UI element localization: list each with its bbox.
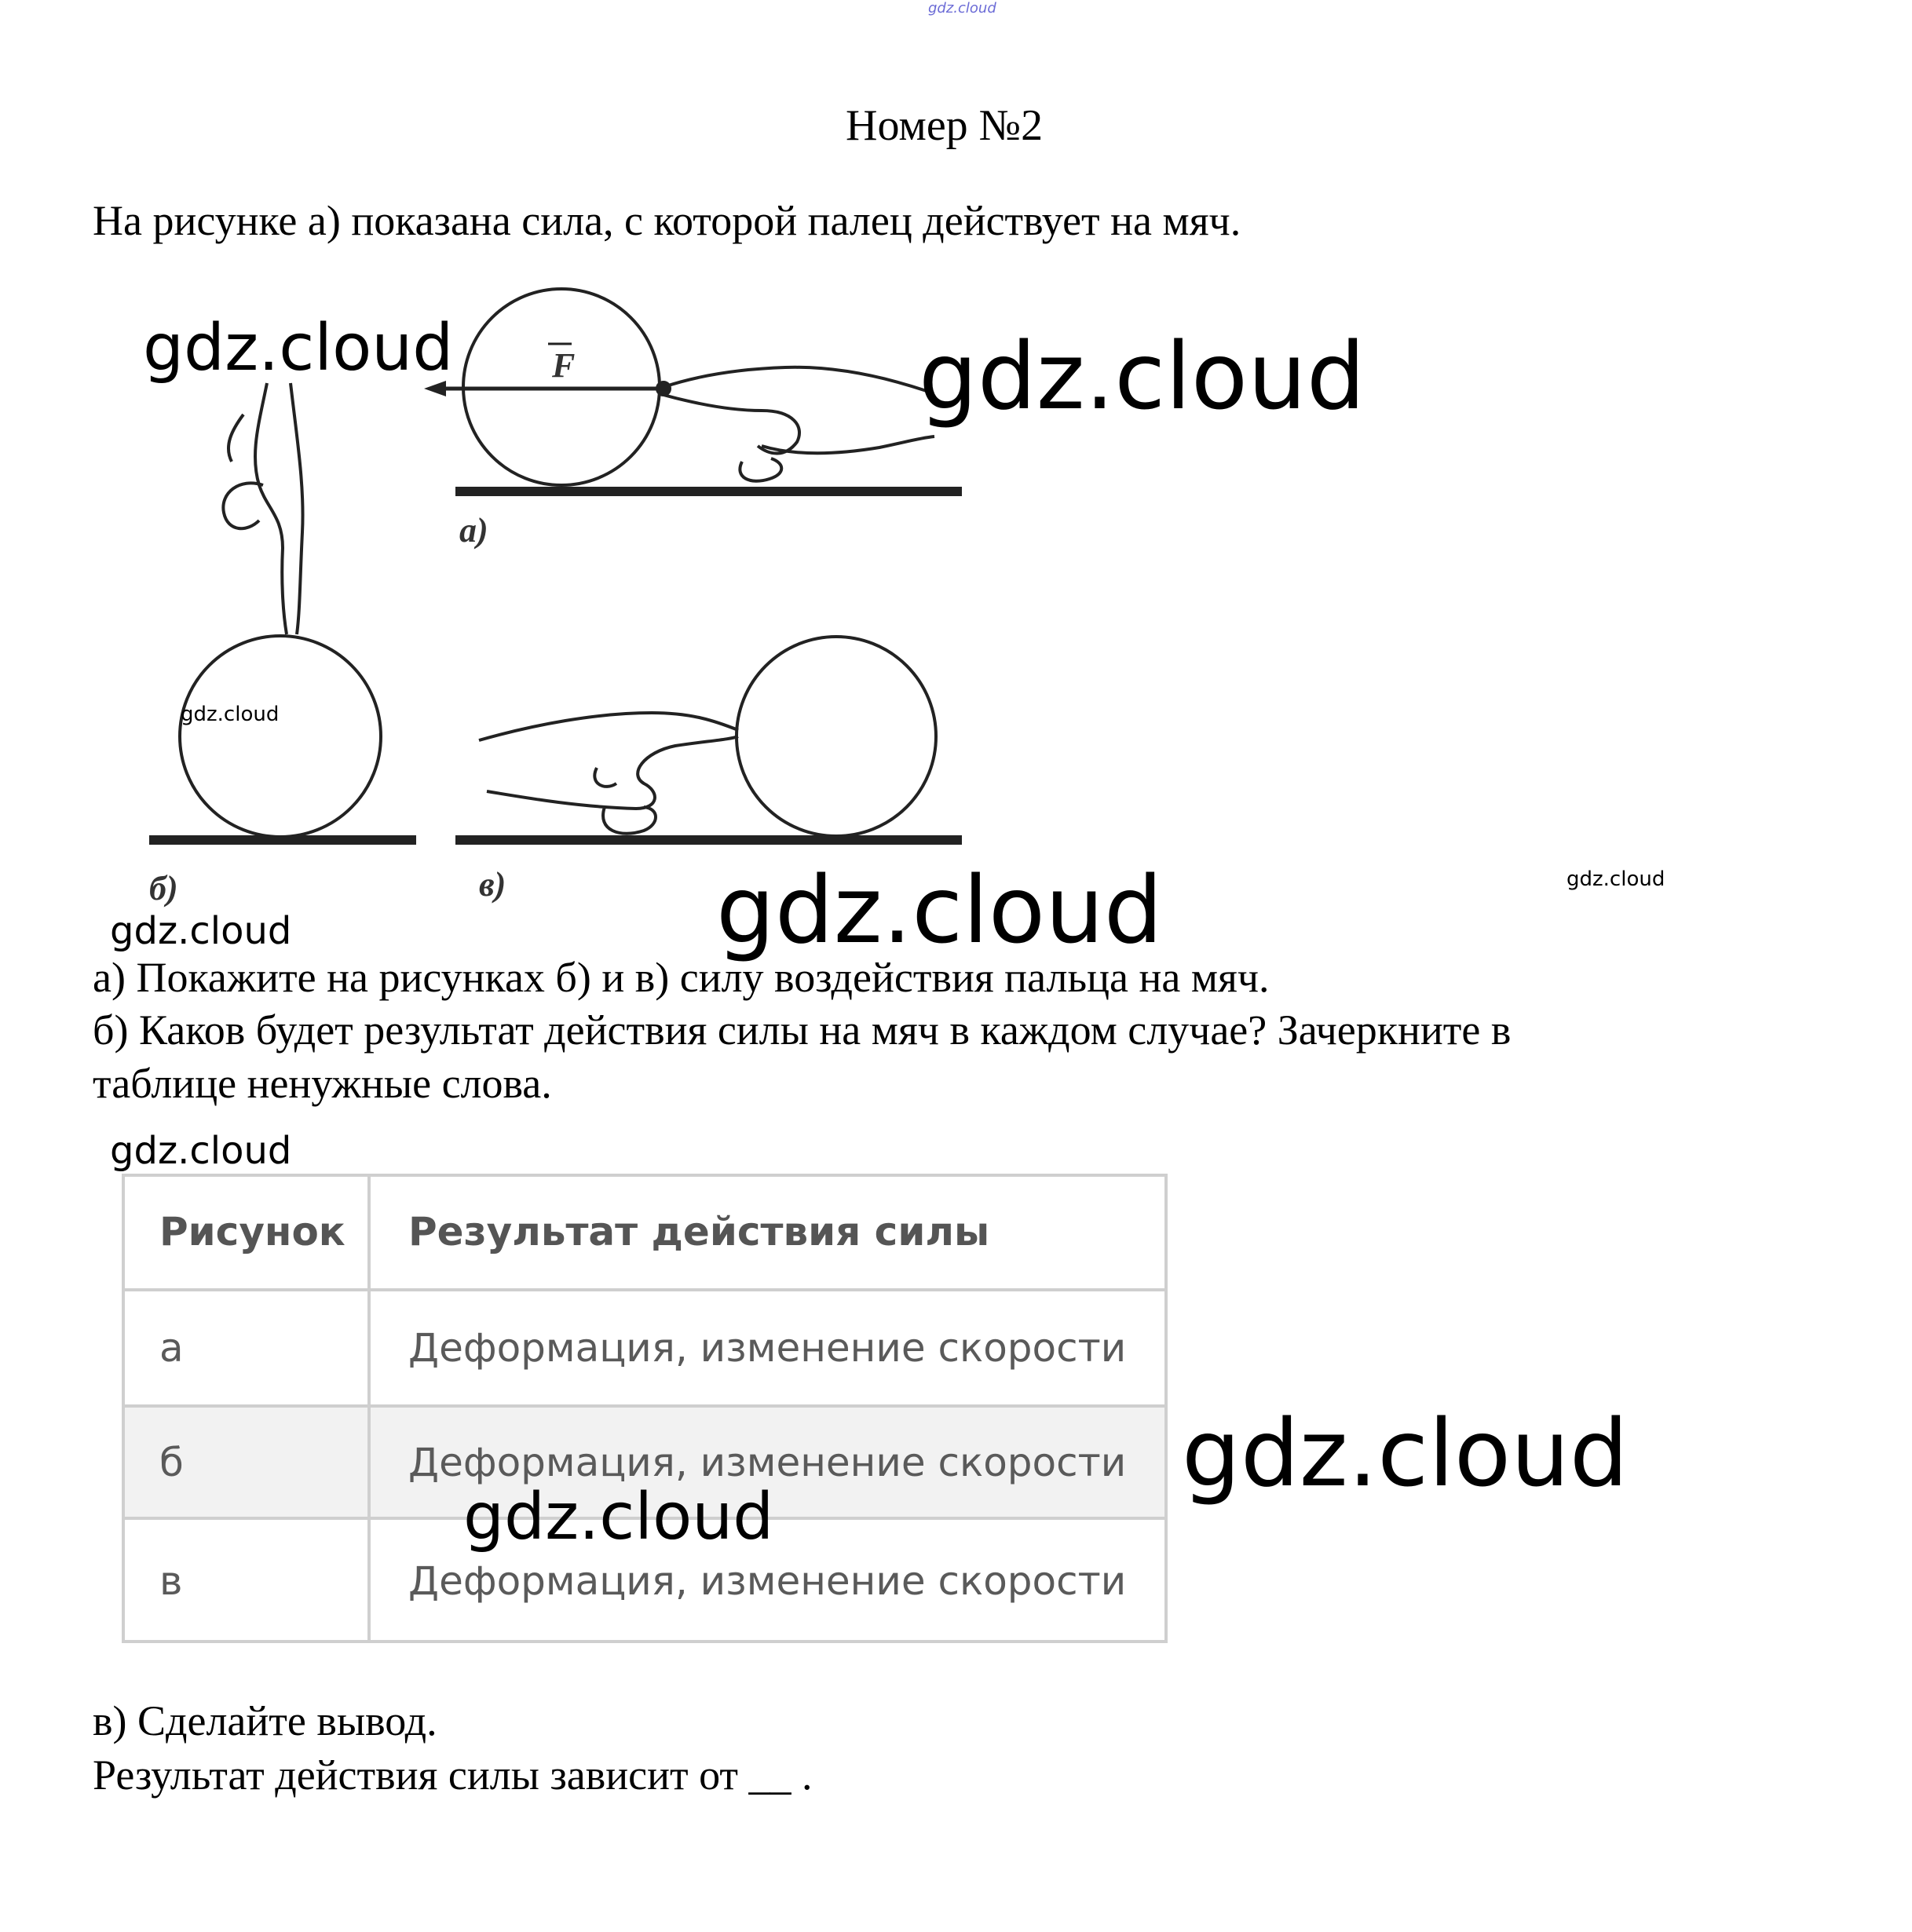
table-border [122, 1640, 1168, 1643]
row-result: Деформация, изменение скорости [408, 1558, 1127, 1604]
caption-a: а) [459, 511, 488, 550]
watermark: gdz.cloud [463, 1480, 774, 1554]
intro-text: На рисунке а) показана сила, с которой палец действует на мяч. [93, 197, 1241, 244]
hand-c [479, 713, 738, 834]
ball-b [180, 636, 381, 837]
hand-a [664, 367, 934, 481]
table-border [122, 1174, 125, 1643]
table-border [1164, 1174, 1168, 1643]
table-border [122, 1404, 1168, 1408]
row-result: Деформация, изменение скорости [408, 1325, 1127, 1371]
table-header-row [122, 1174, 1168, 1290]
watermark: gdz.cloud [110, 1129, 292, 1173]
conclusion-prompt: в) Сделайте вывод. [93, 1697, 437, 1744]
watermark: gdz.cloud [1567, 867, 1665, 891]
row-figure: б [159, 1439, 184, 1485]
results-table [122, 1174, 1168, 1643]
header-result: Результат действия силы [408, 1209, 990, 1255]
force-label: F [552, 346, 576, 385]
watermark: gdz.cloud [143, 311, 454, 385]
hand-b [223, 383, 302, 634]
ball-c [737, 637, 936, 836]
conclusion-sentence: Результат действия силы зависит от __ . [93, 1751, 813, 1799]
table-border [367, 1174, 371, 1643]
row-figure: а [159, 1325, 184, 1371]
watermark: gdz.cloud [919, 322, 1365, 430]
row-figure: в [159, 1558, 183, 1604]
caption-b: б) [149, 869, 178, 908]
top-watermark: gdz.cloud [928, 0, 996, 16]
question-b-line2: таблице ненужные слова. [93, 1060, 552, 1107]
header-figure: Рисунок [159, 1209, 345, 1255]
question-a: а) Покажите на рисунках б) и в) силу воздействия пальца на мяч. [93, 954, 1270, 1001]
watermark: gdz.cloud [1182, 1399, 1629, 1507]
watermark: gdz.cloud [716, 856, 1163, 964]
table-row [122, 1290, 1168, 1406]
watermark: gdz.cloud [110, 909, 292, 953]
watermark: gdz.cloud [181, 703, 280, 726]
page-title: Номер №2 [846, 101, 1044, 150]
question-b-line1: б) Каков будет результат действия силы на мяч в каждом случае? Зачеркните в [93, 1006, 1512, 1054]
table-border [122, 1288, 1168, 1291]
row-result: Деформация, изменение скорости [408, 1439, 1127, 1485]
table-border [122, 1174, 1168, 1177]
caption-v: в) [479, 865, 506, 904]
